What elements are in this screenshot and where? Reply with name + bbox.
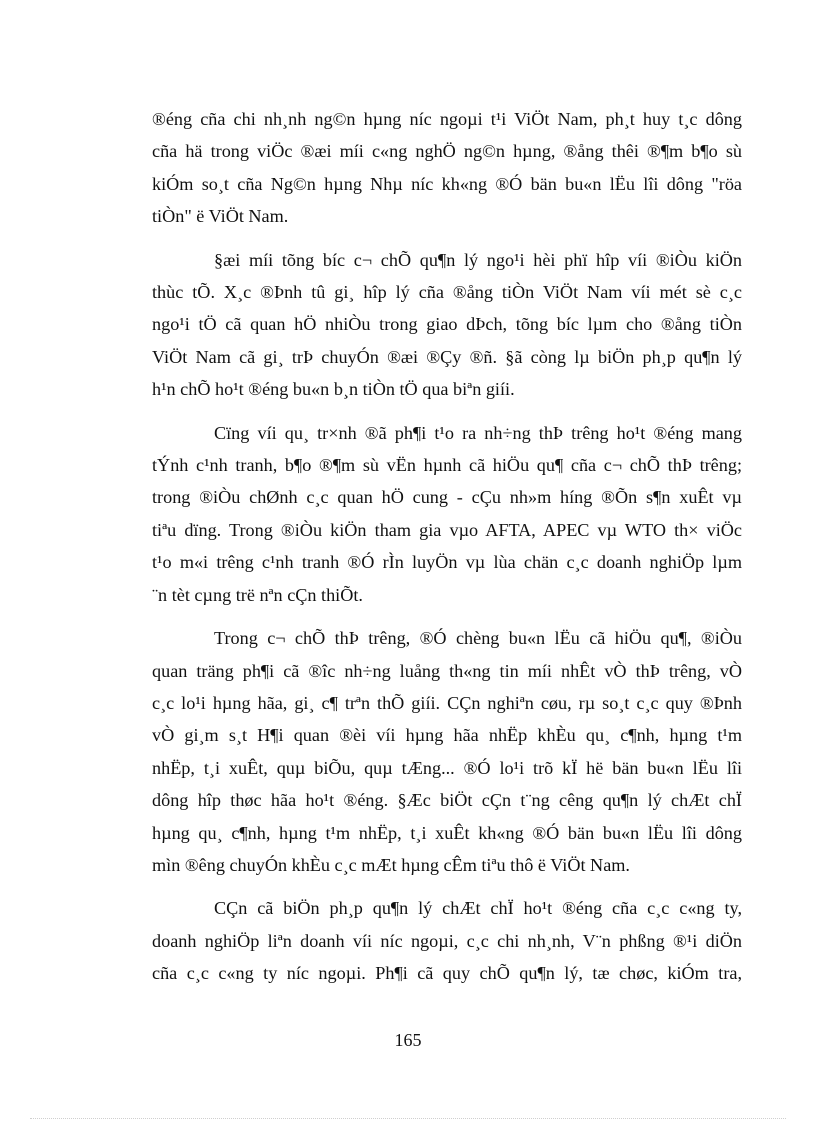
text-line: doanh nghiÖp liªn doanh víi níc ngoµi, c¸c chi nh¸nh, V¨n phßng ®¹i diÖn <box>152 930 742 951</box>
text-line: trong ®iÒu chØnh c¸c quan hÖ cung - cÇu nh»m híng ®Õn s¶n xuÊt vµ <box>152 487 742 508</box>
text-line: CÇn cã biÖn ph¸p qu¶n lý chÆt chÏ ho¹t ®éng cña c¸c c«ng ty, <box>214 898 742 919</box>
paragraph <box>152 103 742 233</box>
page-number: 165 <box>394 1030 422 1050</box>
text-line: tÝnh c¹nh tranh, b¶o ®¶m sù vËn hµnh cã hiÖu qu¶ cña c¬ chÕ thÞ trêng; <box>152 455 742 476</box>
text-line: vÒ gi¸m s¸t H¶i quan ®èi víi hµng hãa nhËp khÈu qu¸ c¶nh, hµng t¹m <box>152 725 742 746</box>
text-line: cña c¸c c«ng ty níc ngoµi. Ph¶i cã quy chÕ qu¶n lý, tæ chøc, kiÓm tra, <box>152 963 742 984</box>
text-line: cña hä trong viÖc ®æi míi c«ng nghÖ ng©n hµng, ®ång thêi ®¶m b¶o sù <box>152 141 742 162</box>
text-line: Cïng víi qu¸ tr×nh ®ã ph¶i t¹o ra nh÷ng thÞ trêng ho¹t ®éng mang <box>214 422 742 443</box>
paragraph <box>152 622 742 881</box>
paragraph <box>152 417 742 611</box>
paragraph <box>152 892 742 989</box>
text-line: mìn ®êng chuyÓn khÈu c¸c mÆt hµng cÊm tiªu thô ë ViÖt Nam. <box>152 854 630 875</box>
text-line: c¸c lo¹i hµng hãa, gi¸ c¶ trªn thÕ giíi. CÇn nghiªn cøu, rµ so¸t c¸c quy ®Þnh <box>152 692 742 713</box>
text-line: Trong c¬ chÕ thÞ trêng, ®Ó chèng bu«n lËu cã hiÖu qu¶, ®iÒu <box>214 628 742 649</box>
text-line: tiÒn" ë ViÖt Nam. <box>152 206 289 227</box>
text-line: h¹n chÕ ho¹t ®éng bu«n b¸n tiÒn tÖ qua biªn giíi. <box>152 379 515 400</box>
text-line: dông hîp thøc hãa ho¹t ®éng. §Æc biÖt cÇn t¨ng cêng qu¶n lý chÆt chÏ <box>152 790 742 811</box>
text-line: ViÖt Nam cã gi¸ trÞ chuyÓn ®æi ®Çy ®ñ. §ã còng lµ biÖn ph¸p qu¶n lý <box>152 346 742 367</box>
text-line: quan träng ph¶i cã ®îc nh÷ng luång th«ng tin míi nhÊt vÒ thÞ trêng, vÒ <box>152 660 742 681</box>
text-line: thùc tÕ. X¸c ®Þnh tû gi¸ hîp lý cña ®ång tiÒn ViÖt Nam víi mét sè c¸c <box>152 282 742 303</box>
text-line: hµng qu¸ c¶nh, hµng t¹m nhËp, t¸i xuÊt kh«ng ®Ó bän bu«n lËu lîi dông <box>152 822 742 843</box>
text-line: tiªu dïng. Trong ®iÒu kiÖn tham gia vµo AFTA, APEC vµ WTO th× viÖc <box>152 519 742 540</box>
page-bottom-rule <box>30 1118 786 1119</box>
text-line: kiÓm so¸t cña Ng©n hµng Nhµ níc kh«ng ®Ó bän bu«n lËu lîi dông "röa <box>152 173 742 194</box>
text-line: ®éng cña chi nh¸nh ng©n hµng níc ngoµi t¹i ViÖt Nam, ph¸t huy t¸c dông <box>152 109 742 129</box>
text-line: t¹o m«i trêng c¹nh tranh ®Ó rÌn luyÖn vµ lùa chän c¸c doanh nghiÖp lµm <box>152 552 742 573</box>
text-line: §æi míi tõng bíc c¬ chÕ qu¶n lý ngo¹i hèi phï hîp víi ®iÒu kiÖn <box>214 249 742 270</box>
body-text <box>152 103 742 990</box>
text-line: ngo¹i tÖ cã quan hÖ nhiÒu trong giao dÞch, tõng bíc lµm cho ®ång tiÒn <box>152 314 742 335</box>
text-line: nhËp, t¸i xuÊt, quµ biÕu, quµ tÆng... ®Ó lo¹i trõ kÏ hë bän bu«n lËu lîi <box>152 757 742 778</box>
paragraph <box>152 244 742 406</box>
text-line: ¨n tèt cµng trë nªn cÇn thiÕt. <box>152 584 363 605</box>
